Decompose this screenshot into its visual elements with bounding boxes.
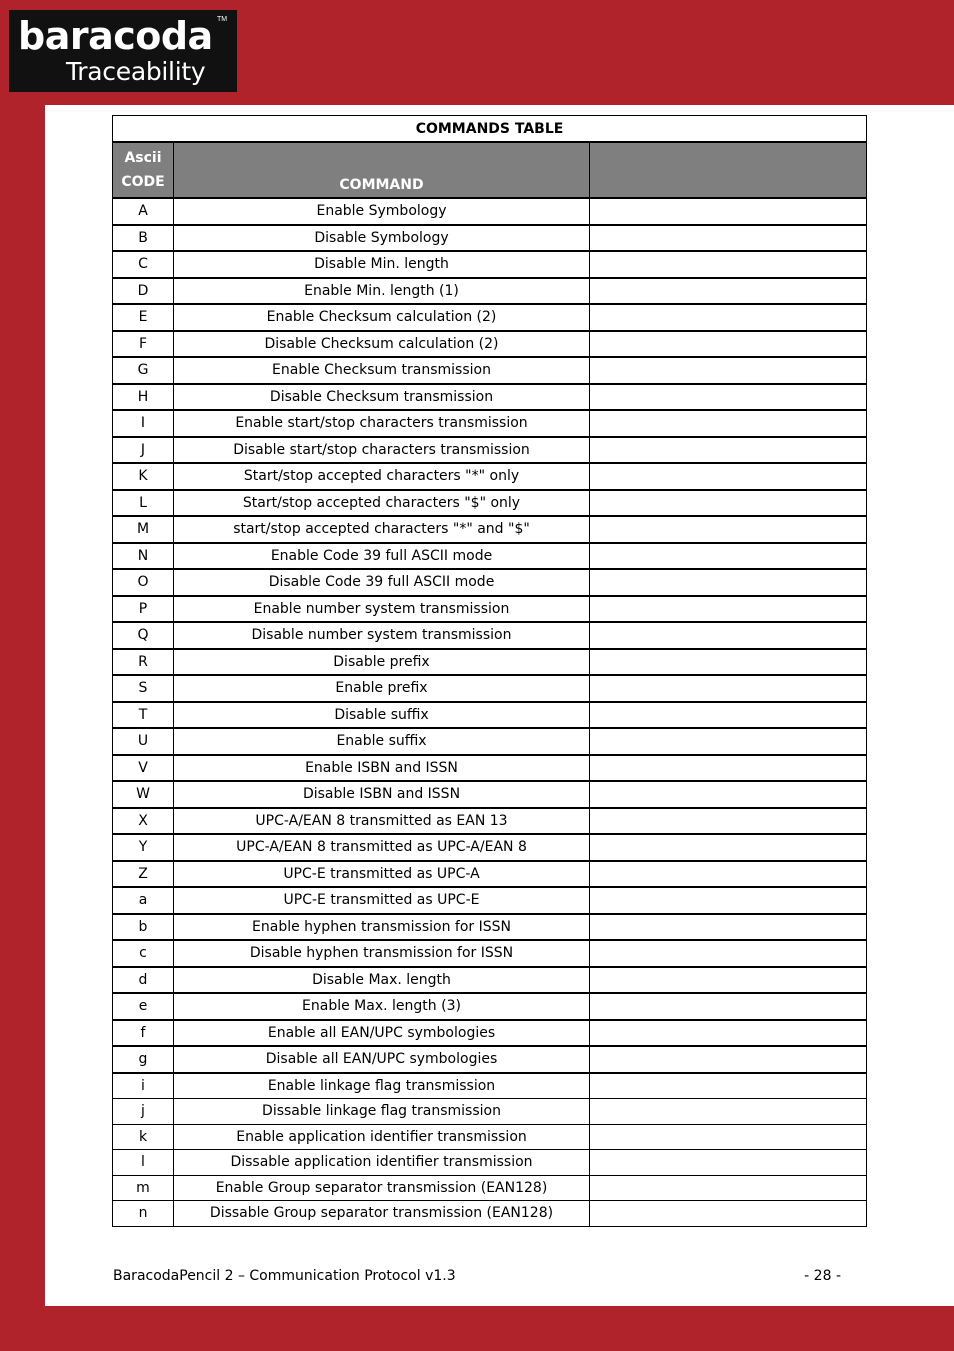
table-row [113, 1150, 867, 1176]
command-cell: Enable Symbology [174, 198, 590, 225]
ascii-code-cell: F [113, 331, 174, 358]
logo-wordmark: baracoda [18, 14, 213, 58]
empty-cell [590, 384, 867, 411]
empty-cell [590, 278, 867, 305]
empty-cell [590, 490, 867, 517]
table-row [113, 781, 867, 808]
command-cell: Enable Min. length (1) [174, 278, 590, 305]
empty-cell [590, 516, 867, 543]
command-cell: Disable hyphen transmission for ISSN [174, 940, 590, 967]
command-cell: UPC-E transmitted as UPC-A [174, 861, 590, 888]
ascii-code-cell: T [113, 702, 174, 729]
column-header-command: COMMAND [174, 142, 590, 198]
ascii-code-cell: I [113, 410, 174, 437]
column-header-extra [590, 142, 867, 198]
table-row [113, 304, 867, 331]
empty-cell [590, 357, 867, 384]
table-row [113, 1201, 867, 1227]
table-row [113, 516, 867, 543]
table-row [113, 622, 867, 649]
ascii-code-cell: Q [113, 622, 174, 649]
command-cell: Enable prefix [174, 675, 590, 702]
ascii-code-cell: L [113, 490, 174, 517]
command-cell: start/stop accepted characters "*" and "$" [174, 516, 590, 543]
commands-table [112, 115, 867, 1227]
ascii-code-cell: c [113, 940, 174, 967]
command-cell: Dissable linkage flag transmission [174, 1099, 590, 1125]
table-row [113, 1175, 867, 1201]
table-row [113, 278, 867, 305]
table-row [113, 914, 867, 941]
empty-cell [590, 463, 867, 490]
empty-cell [590, 728, 867, 755]
table-row [113, 410, 867, 437]
command-cell: Disable Min. length [174, 251, 590, 278]
ascii-code-cell: f [113, 1020, 174, 1047]
command-cell: Enable all EAN/UPC symbologies [174, 1020, 590, 1047]
command-cell: Disable Checksum calculation (2) [174, 331, 590, 358]
command-cell: Disable Code 39 full ASCII mode [174, 569, 590, 596]
empty-cell [590, 251, 867, 278]
empty-cell [590, 1073, 867, 1099]
ascii-code-cell: E [113, 304, 174, 331]
logo-trademark: TM [217, 16, 228, 23]
empty-cell [590, 622, 867, 649]
command-cell: UPC-A/EAN 8 transmitted as EAN 13 [174, 808, 590, 835]
ascii-code-cell: H [113, 384, 174, 411]
empty-cell [590, 410, 867, 437]
ascii-code-cell: B [113, 225, 174, 252]
column-header-ascii-code [113, 142, 174, 198]
command-cell: Disable number system transmission [174, 622, 590, 649]
table-row [113, 755, 867, 782]
empty-cell [590, 437, 867, 464]
ascii-code-cell: g [113, 1046, 174, 1073]
empty-cell [590, 861, 867, 888]
ascii-code-cell: Y [113, 834, 174, 861]
command-cell: Enable Code 39 full ASCII mode [174, 543, 590, 570]
table-row [113, 596, 867, 623]
command-cell: Dissable Group separator transmission (EAN128) [174, 1201, 590, 1227]
empty-cell [590, 569, 867, 596]
empty-cell [590, 1020, 867, 1047]
ascii-code-cell: W [113, 781, 174, 808]
empty-cell [590, 198, 867, 225]
command-cell: Enable ISBN and ISSN [174, 755, 590, 782]
command-cell: Disable prefix [174, 649, 590, 676]
table-row [113, 357, 867, 384]
table-row [113, 702, 867, 729]
empty-cell [590, 887, 867, 914]
table-row [113, 993, 867, 1020]
empty-cell [590, 225, 867, 252]
header-code-line1: Ascii [124, 150, 162, 166]
baracoda-logo [9, 10, 237, 92]
empty-cell [590, 596, 867, 623]
ascii-code-cell: N [113, 543, 174, 570]
ascii-code-cell: G [113, 357, 174, 384]
table-row [113, 1073, 867, 1099]
table-row [113, 728, 867, 755]
table-row [113, 1099, 867, 1125]
table-header-row [113, 142, 867, 198]
table-row [113, 940, 867, 967]
ascii-code-cell: K [113, 463, 174, 490]
document-page [45, 105, 954, 1306]
command-cell: Disable Checksum transmission [174, 384, 590, 411]
command-cell: Enable linkage flag transmission [174, 1073, 590, 1099]
ascii-code-cell: Z [113, 861, 174, 888]
ascii-code-cell: U [113, 728, 174, 755]
empty-cell [590, 1046, 867, 1073]
command-cell: Dissable application identifier transmission [174, 1150, 590, 1176]
empty-cell [590, 331, 867, 358]
command-cell: UPC-E transmitted as UPC-E [174, 887, 590, 914]
table-row [113, 1124, 867, 1150]
ascii-code-cell: i [113, 1073, 174, 1099]
ascii-code-cell: k [113, 1124, 174, 1150]
ascii-code-cell: a [113, 887, 174, 914]
ascii-code-cell: m [113, 1175, 174, 1201]
table-row [113, 251, 867, 278]
empty-cell [590, 755, 867, 782]
empty-cell [590, 702, 867, 729]
ascii-code-cell: R [113, 649, 174, 676]
ascii-code-cell: e [113, 993, 174, 1020]
empty-cell [590, 304, 867, 331]
ascii-code-cell: C [113, 251, 174, 278]
table-row [113, 198, 867, 225]
table-row [113, 437, 867, 464]
command-cell: Enable number system transmission [174, 596, 590, 623]
command-cell: Start/stop accepted characters "*" only [174, 463, 590, 490]
empty-cell [590, 940, 867, 967]
empty-cell [590, 808, 867, 835]
command-cell: Disable all EAN/UPC symbologies [174, 1046, 590, 1073]
table-row [113, 490, 867, 517]
empty-cell [590, 993, 867, 1020]
empty-cell [590, 1099, 867, 1125]
empty-cell [590, 675, 867, 702]
table-row [113, 887, 867, 914]
ascii-code-cell: l [113, 1150, 174, 1176]
table-row [113, 967, 867, 994]
table-body [113, 198, 867, 1226]
logo-tagline: Traceability [66, 57, 206, 86]
empty-cell [590, 649, 867, 676]
empty-cell [590, 1150, 867, 1176]
table-row [113, 384, 867, 411]
ascii-code-cell: V [113, 755, 174, 782]
table-row [113, 649, 867, 676]
ascii-code-cell: M [113, 516, 174, 543]
command-cell: Enable Group separator transmission (EAN128) [174, 1175, 590, 1201]
table-row [113, 331, 867, 358]
ascii-code-cell: S [113, 675, 174, 702]
table-row [113, 543, 867, 570]
ascii-code-cell: X [113, 808, 174, 835]
command-cell: Disable ISBN and ISSN [174, 781, 590, 808]
command-cell: Enable application identifier transmission [174, 1124, 590, 1150]
command-cell: Enable Max. length (3) [174, 993, 590, 1020]
empty-cell [590, 543, 867, 570]
command-cell: Enable Checksum calculation (2) [174, 304, 590, 331]
command-cell: Disable suffix [174, 702, 590, 729]
command-cell: Enable Checksum transmission [174, 357, 590, 384]
command-cell: Disable Symbology [174, 225, 590, 252]
command-cell: Start/stop accepted characters "$" only [174, 490, 590, 517]
ascii-code-cell: D [113, 278, 174, 305]
command-cell: Enable suffix [174, 728, 590, 755]
ascii-code-cell: J [113, 437, 174, 464]
table-row [113, 1020, 867, 1047]
table-title-row [113, 116, 867, 143]
table-row [113, 675, 867, 702]
ascii-code-cell: A [113, 198, 174, 225]
command-cell: Disable Max. length [174, 967, 590, 994]
empty-cell [590, 1175, 867, 1201]
command-cell: Disable start/stop characters transmission [174, 437, 590, 464]
table-row [113, 225, 867, 252]
empty-cell [590, 1201, 867, 1227]
empty-cell [590, 967, 867, 994]
header-code-line2: CODE [121, 174, 165, 190]
table-row [113, 808, 867, 835]
ascii-code-cell: n [113, 1201, 174, 1227]
table-row [113, 834, 867, 861]
ascii-code-cell: P [113, 596, 174, 623]
table-row [113, 463, 867, 490]
table-row [113, 861, 867, 888]
empty-cell [590, 1124, 867, 1150]
ascii-code-cell: d [113, 967, 174, 994]
command-cell: Enable start/stop characters transmission [174, 410, 590, 437]
command-cell: Enable hyphen transmission for ISSN [174, 914, 590, 941]
empty-cell [590, 914, 867, 941]
ascii-code-cell: O [113, 569, 174, 596]
ascii-code-cell: b [113, 914, 174, 941]
footer-document-title: BaracodaPencil 2 – Communication Protocol v1.3 [113, 1268, 456, 1284]
empty-cell [590, 834, 867, 861]
empty-cell [590, 781, 867, 808]
footer-page-number: - 28 - [804, 1268, 841, 1284]
ascii-code-cell: j [113, 1099, 174, 1125]
command-cell: UPC-A/EAN 8 transmitted as UPC-A/EAN 8 [174, 834, 590, 861]
table-row [113, 1046, 867, 1073]
table-title: COMMANDS TABLE [113, 116, 867, 143]
table-row [113, 569, 867, 596]
